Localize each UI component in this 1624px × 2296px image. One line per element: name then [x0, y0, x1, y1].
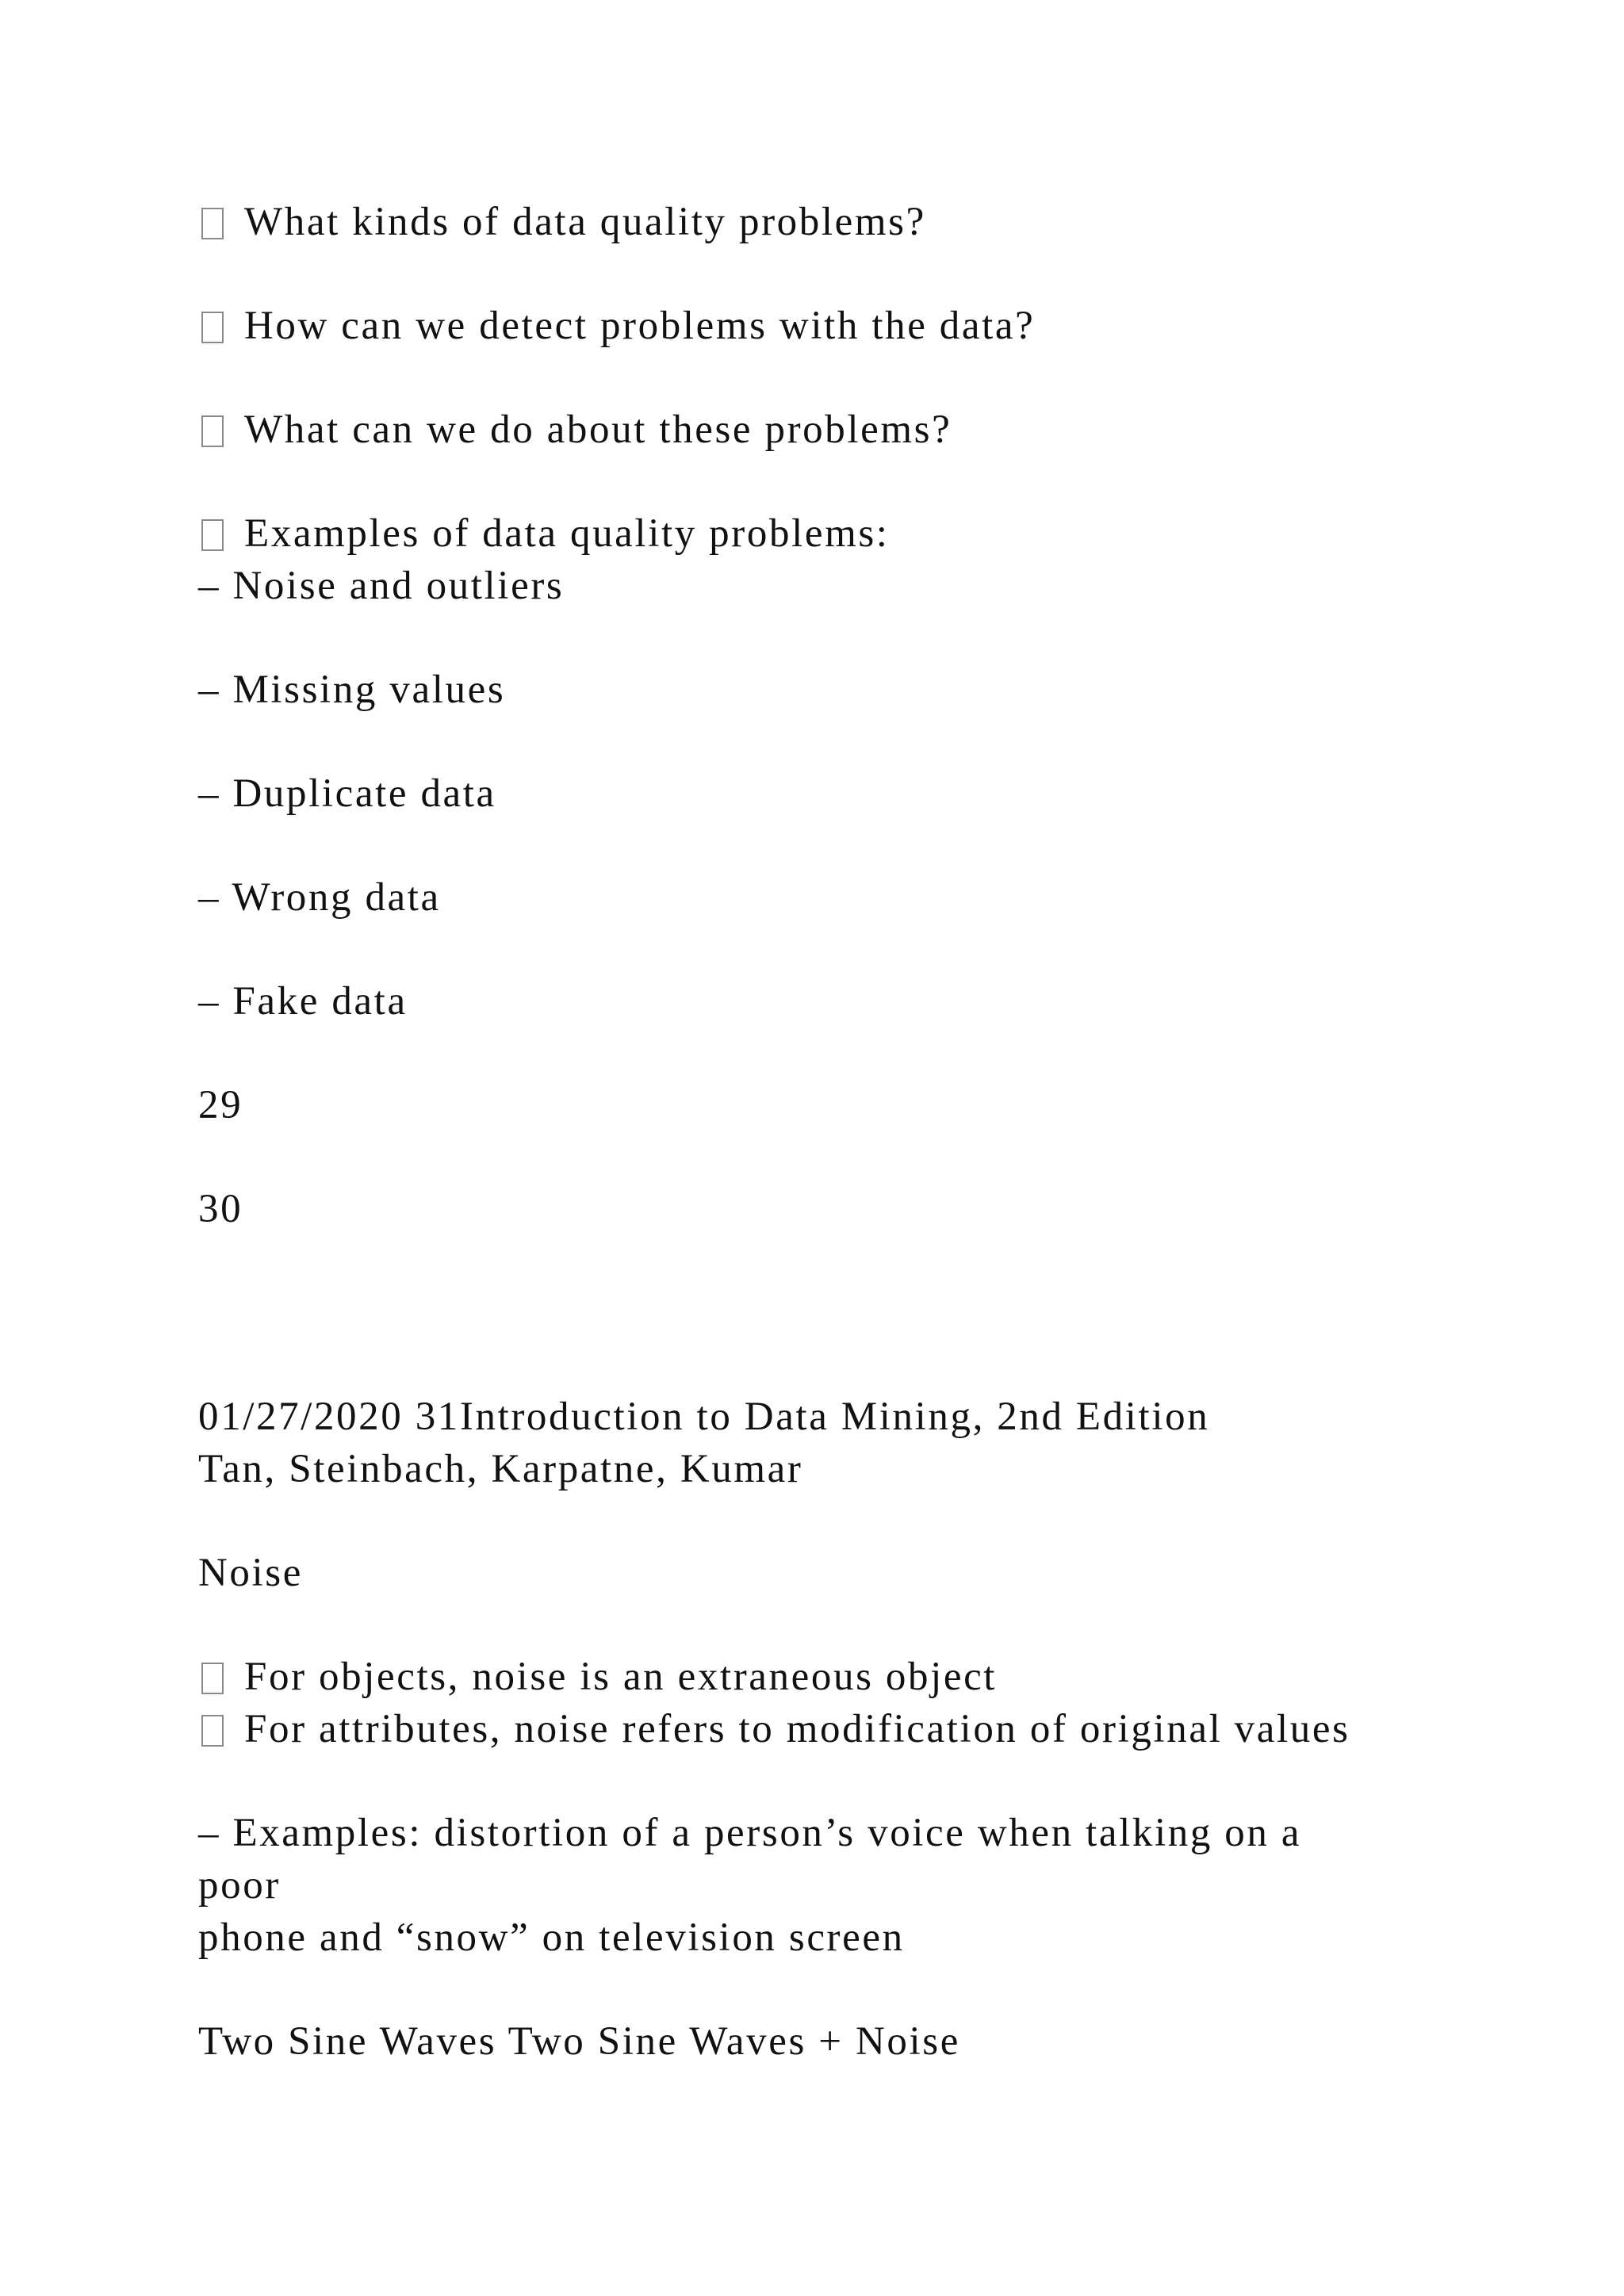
problem-list-item: – Duplicate data: [198, 771, 496, 816]
problem-list-item: – Fake data: [198, 979, 408, 1024]
page-number: 30: [198, 1187, 243, 1231]
example-text-line-2: poor: [198, 1863, 281, 1908]
bullet-icon: [201, 415, 224, 447]
slide-footer-date-title: 01/27/2020 31Introduction to Data Mining, 2nd Edition: [198, 1395, 1210, 1439]
slide-footer-authors: Tan, Steinbach, Karpatne, Kumar: [198, 1447, 803, 1491]
page-number: 29: [198, 1083, 243, 1127]
example-text-line-3: phone and “snow” on television screen: [198, 1915, 905, 1960]
noise-bullet-text: For objects, noise is an extraneous object: [244, 1655, 998, 1699]
question-item-2: [198, 306, 1035, 346]
section-title: Noise: [198, 1551, 303, 1595]
question-item-3: [198, 410, 952, 450]
noise-bullet-2: [198, 1709, 1350, 1750]
problem-list-item: – Wrong data: [198, 875, 441, 920]
question-text: What can we do about these problems?: [244, 408, 952, 452]
question-item-4: [198, 511, 890, 556]
problem-list-item: – Missing values: [198, 668, 506, 712]
noise-bullet-text: For attributes, noise refers to modification of original values: [244, 1707, 1350, 1751]
question-text: How can we detect problems with the data?: [244, 304, 1036, 348]
bullet-icon: [201, 519, 224, 551]
example-text-line-1: – Examples: distortion of a person’s voice when talking on a: [198, 1811, 1302, 1855]
figure-caption: Two Sine Waves Two Sine Waves + Noise: [198, 2019, 960, 2064]
bullet-icon: [201, 208, 224, 239]
bullet-icon: [201, 312, 224, 343]
problem-list-item: – Noise and outliers: [198, 564, 565, 608]
question-text: What kinds of data quality problems?: [244, 200, 926, 244]
bullet-icon: [201, 1663, 224, 1694]
bullet-icon: [201, 1715, 224, 1747]
noise-bullet-1: [198, 1657, 997, 1697]
question-item-1: [198, 202, 926, 243]
question-text: Examples of data quality problems:: [244, 511, 890, 556]
